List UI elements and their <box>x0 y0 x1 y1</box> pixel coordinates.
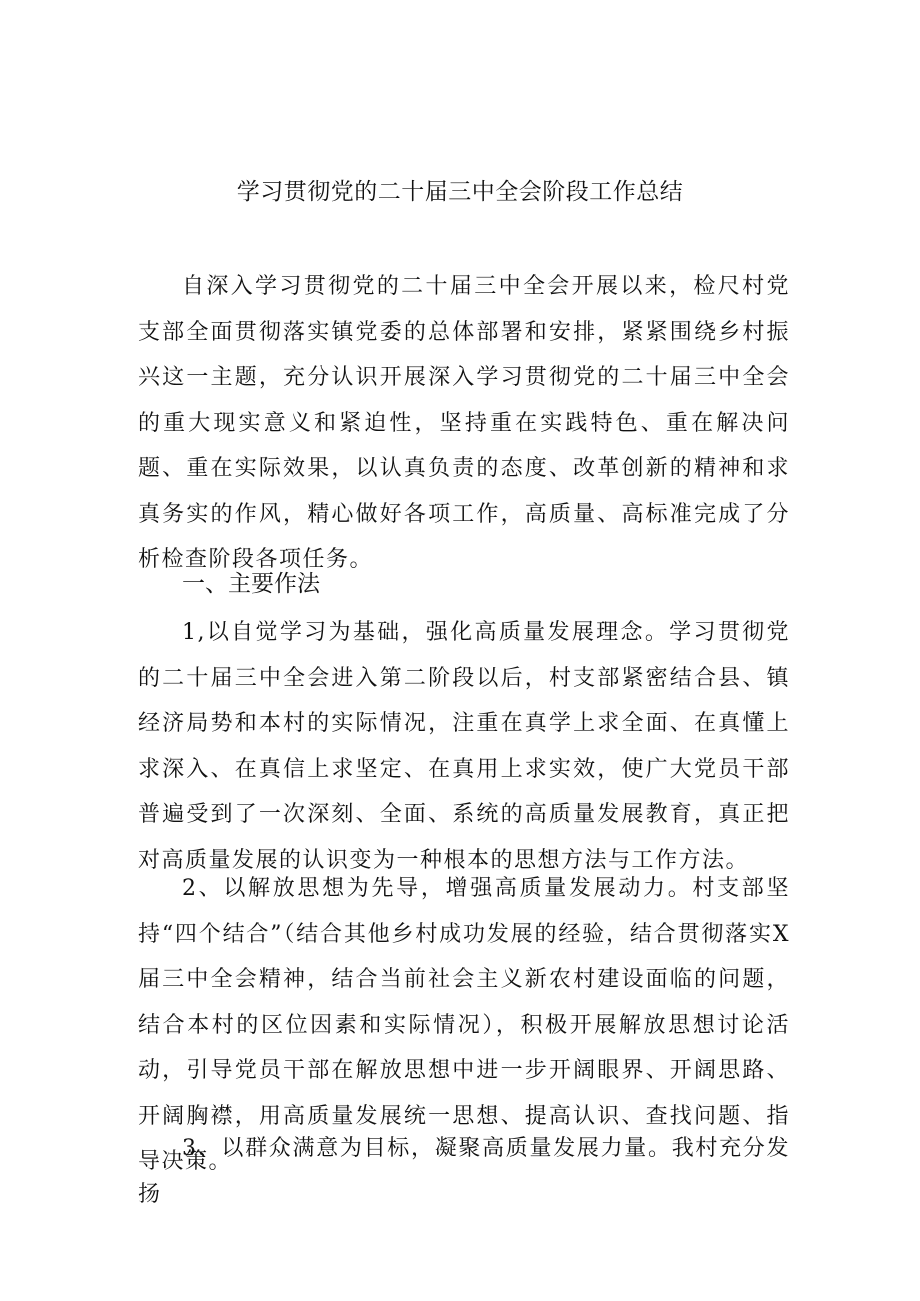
paragraph-2: 2、以解放思想为先导，增强高质量发展动力。村支部坚持“四个结合”（结合其他乡村成功发展的经验，结合贯彻落实X届三中全会精神，结合当前社会主义新农村建设面临的问题，结合本村的区位因素和实际情况），积极开展解放思想讨论活动，引导党员干部在解放思想中进一步开阔眼界、开阔思路、开阔胸襟，用高质量发展统一思想、提高认识、查找问题、指导决策。 <box>138 876 790 1174</box>
paragraph-3: 3、以群众满意为目标，凝聚高质量发展力量。我村充分发扬 <box>138 1136 790 1207</box>
section-heading-main-practices: 一、主要作法 <box>182 571 320 597</box>
paragraph-1: 1,以自觉学习为基础，强化高质量发展理念。学习贯彻党的二十届三中全会进入第二阶段以后，村支部紧密结合县、镇经济局势和本村的实际情况，注重在真学上求全面、在真懂上求深入、在真信上求坚定、在真用上求实效，使广大党员干部普遍受到了一次深刻、全面、系统的高质量发展教育，真正把对高质量发展的认识变为一种根本的思想方法与工作方法。 <box>138 620 790 873</box>
document-title: 学习贯彻党的二十届三中全会阶段工作总结 <box>236 179 684 205</box>
intro-paragraph: 自深入学习贯彻党的二十届三中全会开展以来，检尺村党支部全面贯彻落实镇党委的总体部署和安排，紧紧围绕乡村振兴这一主题，充分认识开展深入学习贯彻党的二十届三中全会的重大现实意义和紧迫性，坚持重在实践特色、重在解决问题、重在实际效果，以认真负责的态度、改革创新的精神和求真务实的作风，精心做好各项工作，高质量、高标准完成了分析检查阶段各项任务。 <box>138 274 790 572</box>
